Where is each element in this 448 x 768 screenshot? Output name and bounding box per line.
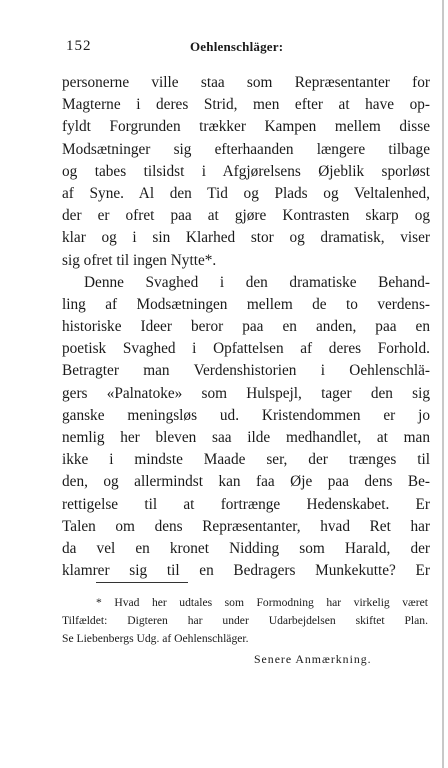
body-line: nemlig her bleven saa ilde medhandlet, at man bbox=[62, 429, 430, 446]
body-line-paragraph-start: Denne Svaghed i den dramatiske Behand- bbox=[84, 273, 430, 291]
body-line: rettigelse til at fortrænge Hedenskabet. Er bbox=[62, 495, 430, 513]
footnote-line: Se Liebenbergs Udg. af Oehlenschläger. bbox=[62, 632, 249, 645]
body-line: ikke i mindste Maade ser, der trænges til bbox=[62, 451, 430, 469]
footnote-line: * Hvad her udtales som Formodning har virkelig været bbox=[96, 596, 428, 609]
footnote bbox=[62, 594, 428, 648]
body-line: af Syne. Al den Tid og Plads og Veltalenhed, bbox=[62, 184, 430, 202]
body-line: poetisk Svaghed i Opfattelsen af deres Forhold. bbox=[62, 340, 430, 358]
body-line: gers «Palnatoke» som Hulspejl, tager den sig bbox=[62, 384, 430, 402]
body-line: historiske Ideer beror paa en anden, paa en bbox=[62, 318, 430, 336]
page-edge-line bbox=[442, 0, 444, 768]
body-line: og tabes tilsidst i Afgjørelsens Øjeblik sporløst bbox=[62, 162, 430, 180]
body-line: der er ofret paa at gjøre Kontrasten skarp og bbox=[62, 207, 430, 225]
page-header bbox=[66, 38, 416, 58]
body-line: da vel en kronet Nidding som Harald, der bbox=[62, 539, 430, 557]
body-line: Talen om dens Repræsentanter, hvad Ret har bbox=[62, 517, 430, 535]
body-line: personerne ville staa som Repræsentanter for bbox=[62, 74, 430, 91]
footnote-signature: Senere Anmærkning. bbox=[254, 652, 372, 666]
footnote-rule bbox=[96, 582, 188, 583]
body-line: Betragter man Verdenshistorien i Oehlenschlä- bbox=[62, 362, 430, 380]
body-line: sig ofret til ingen Nytte*. bbox=[62, 251, 217, 269]
body-line: klamrer sig til en Bedragers Munkekutte? Er bbox=[62, 562, 430, 580]
body-text bbox=[62, 72, 430, 582]
body-line: klar og i sin Klarhed stor og dramatisk, viser bbox=[62, 229, 430, 247]
page-number: 152 bbox=[66, 38, 92, 54]
body-line: fyldt Forgrunden trækker Kampen mellem disse bbox=[62, 118, 430, 136]
body-line: Modsætninger sig efterhaanden længere tilbage bbox=[62, 140, 430, 158]
running-head: Oehlenschläger: bbox=[190, 39, 284, 54]
body-line: ganske meningsløs ud. Kristendommen er jo bbox=[62, 406, 430, 424]
footnote-line: Tilfældet: Digteren har under Udarbejdelsen skiftet Plan. bbox=[62, 614, 428, 627]
body-line: den, og allermindst kan faa Øje paa dens Be- bbox=[62, 473, 430, 491]
body-line: ling af Modsætningen mellem de to verdens- bbox=[62, 295, 430, 313]
body-line: Magterne i deres Strid, men efter at have op- bbox=[62, 96, 430, 114]
